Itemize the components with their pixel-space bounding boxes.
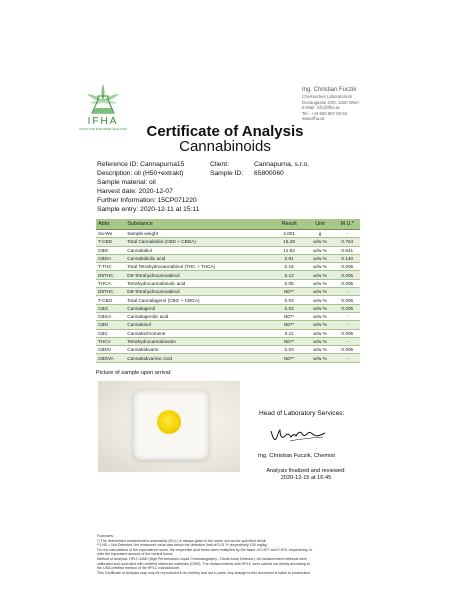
document-title: Certificate of Analysis bbox=[146, 123, 304, 140]
table-row bbox=[96, 346, 360, 354]
signer-name: Ing. Christian Fuczik, Chemist bbox=[258, 453, 335, 459]
cell-mu: 0.005 bbox=[335, 296, 360, 304]
footnote-line: This Certificate of Analysis may only be reproduced in its entirety and not in parts. Any change to this document is liable to prosecution bbox=[97, 570, 311, 575]
cell-unit: w/w % bbox=[306, 296, 335, 304]
sample-id-row bbox=[210, 169, 309, 178]
cell-mu: - bbox=[335, 230, 360, 238]
header-mu: M.U.* bbox=[335, 219, 360, 230]
cell-result: ND** bbox=[273, 354, 306, 362]
cell-mu: - bbox=[335, 312, 360, 320]
finalized-info bbox=[256, 468, 356, 482]
sample-photo bbox=[98, 381, 240, 472]
address-email: E-Mail: info@ifha.at bbox=[302, 105, 340, 111]
cell-result: 0.12 bbox=[273, 271, 306, 279]
cell-unit: w/w % bbox=[306, 304, 335, 312]
cell-substance: Total Cannabidiol (CBD + CBDA) bbox=[125, 238, 272, 246]
table-row bbox=[96, 296, 360, 304]
cell-substance: Cannabidiolic acid bbox=[125, 254, 272, 262]
harvest-date: Harvest date: 2020-12-07 bbox=[97, 188, 173, 195]
cell-substance: Total Tetrahydrocannabinol (THC + THCA) bbox=[125, 263, 272, 271]
table-header-row bbox=[96, 219, 360, 230]
address-web: www.ifha.at bbox=[302, 116, 324, 122]
further-information: Further Information: 15CP071220 bbox=[97, 197, 197, 204]
cell-unit: w/w % bbox=[306, 354, 335, 362]
cell-unit: g bbox=[306, 230, 335, 238]
cell-result: 0.05 bbox=[273, 279, 306, 287]
cell-unit: w/w % bbox=[306, 238, 335, 246]
table-row bbox=[96, 230, 360, 238]
finalized-label: Analysis finalized and reviewed: bbox=[266, 468, 346, 474]
finalized-date: 2020-12-15 at 16:45 bbox=[280, 475, 332, 481]
cell-mu: 0.764 bbox=[335, 238, 360, 246]
cell-substance: Cannabigerol bbox=[125, 304, 272, 312]
reference-id: Reference ID: Cannapurna15 bbox=[97, 161, 185, 168]
sample-id-label: Sample ID: bbox=[210, 170, 244, 177]
cell-unit: w/w % bbox=[306, 263, 335, 271]
table-row bbox=[96, 279, 360, 287]
cell-substance: D8-Tetrahydrocannabinol bbox=[125, 288, 272, 296]
cell-result: 0.11 bbox=[273, 329, 306, 337]
cell-result: ND** bbox=[273, 312, 306, 320]
footnotes-heading: Footnotes: bbox=[97, 534, 114, 538]
cell-abbr: CBG bbox=[96, 304, 125, 312]
cell-substance: Cannabidivarin bbox=[125, 346, 272, 354]
cell-abbr: CBN bbox=[96, 321, 125, 329]
sample-dish bbox=[133, 390, 209, 460]
table-row bbox=[96, 304, 360, 312]
table-row bbox=[96, 329, 360, 337]
sample-entry: Sample entry: 2020-12-11 at 15:11 bbox=[97, 206, 200, 213]
cell-unit: w/w % bbox=[306, 288, 335, 296]
cell-result: 4.001 bbox=[273, 230, 306, 238]
footnote-line: **) ND = Not Detected, the measured value was below the detection limit of 0.01 % respectively 100 mg/kg. bbox=[97, 543, 268, 548]
footnote-line: calibrated and controlled with certified reference materials (CRM). The measurements with HPLC were carried out strictly according to bbox=[97, 561, 310, 566]
document-subtitle: Cannabinoids bbox=[179, 138, 271, 155]
cell-mu: 0.005 bbox=[335, 346, 360, 354]
cell-substance: Cannabidiol bbox=[125, 246, 272, 254]
sample-id-value: 65800060 bbox=[254, 170, 284, 177]
cell-unit: w/w % bbox=[306, 321, 335, 329]
cell-abbr: CBGA bbox=[96, 312, 125, 320]
cell-unit: w/w % bbox=[306, 346, 335, 354]
cell-abbr: CBDVA bbox=[96, 354, 125, 362]
cell-substance: Cannabidivarinic Acid bbox=[125, 354, 272, 362]
cell-abbr: CBDV bbox=[96, 346, 125, 354]
address-line: Chemisches Laboratorium bbox=[302, 94, 353, 99]
cell-abbr: T-THC bbox=[96, 263, 125, 271]
cell-unit: w/w % bbox=[306, 254, 335, 262]
footnote-line: Method of Analysis: HPLC-DAD (High Performance Liquid Chromatography - Diode Array Detector). All measurement methods were bbox=[97, 556, 308, 561]
cell-result: 0.03 bbox=[273, 296, 306, 304]
cell-abbr: THCV bbox=[96, 337, 125, 345]
cell-result: 0.03 bbox=[273, 346, 306, 354]
cell-unit: w/w % bbox=[306, 329, 335, 337]
cell-mu: 0.005 bbox=[335, 263, 360, 271]
footnotes bbox=[97, 534, 359, 575]
cell-substance: Cannabichromene bbox=[125, 329, 272, 337]
cell-result: 2.81 bbox=[273, 254, 306, 262]
cell-substance: Total Cannabigerol (CBG + CBGA) bbox=[125, 296, 272, 304]
cell-substance: Tetrahydrocannabinolic acid bbox=[125, 279, 272, 287]
footnote-line: *) The determined measurement uncertainty (M.U.) is always given in the same unit as the specified result. bbox=[97, 538, 267, 543]
cell-unit: w/w % bbox=[306, 312, 335, 320]
cell-mu: 0.005 bbox=[335, 271, 360, 279]
table-row bbox=[96, 246, 360, 254]
cell-mu: - bbox=[335, 321, 360, 329]
sample-material: Sample material: oil bbox=[97, 179, 156, 186]
cell-result: 15.28 bbox=[273, 238, 306, 246]
footnote-line: For the calculations of the equivalence sums, the respective acid forms were multiplied by the factor of 0.877 and 0.878, respectively, to bbox=[97, 547, 313, 552]
cell-abbr: Sa-We bbox=[96, 230, 125, 238]
picture-label: Picture of sample upon arrival: bbox=[96, 370, 172, 376]
table-row bbox=[96, 254, 360, 262]
address-phone: Tel.: +43 660 867 60 63 bbox=[302, 110, 348, 116]
sample-metadata bbox=[97, 160, 199, 214]
head-of-lab-label: Head of Laboratory Services: bbox=[259, 410, 345, 417]
cell-substance: D9-Tetrahydrocannabinol bbox=[125, 271, 272, 279]
cell-abbr: THCA bbox=[96, 279, 125, 287]
cell-substance: Cannabigerolic acid bbox=[125, 312, 272, 320]
cell-unit: w/w % bbox=[306, 246, 335, 254]
logo-text: IFHA bbox=[87, 116, 119, 127]
table-row bbox=[96, 238, 360, 246]
footnote-line: infer the equivalent amount of the neutral forms. bbox=[97, 552, 174, 557]
results-table bbox=[96, 219, 360, 363]
cell-mu: 0.005 bbox=[335, 329, 360, 337]
header-result: Result bbox=[273, 219, 306, 230]
cell-mu: 0.005 bbox=[335, 304, 360, 312]
table-row bbox=[96, 312, 360, 320]
cell-abbr: T-CBG bbox=[96, 296, 125, 304]
address-line: Donaugasse 2/40, 1020 Wien bbox=[302, 99, 359, 105]
cell-mu: - bbox=[335, 288, 360, 296]
client-label: Client: bbox=[210, 161, 229, 168]
footnote-line: the USA certified method of the HPLC manufacturer. bbox=[97, 566, 181, 571]
table-row bbox=[96, 263, 360, 271]
header-substance: Substance bbox=[125, 219, 272, 230]
cell-abbr: T-CBD bbox=[96, 238, 125, 246]
oil-drop bbox=[157, 410, 181, 434]
client-value: Cannapurna, s.r.o. bbox=[254, 161, 310, 168]
logo-subtitle: INSTITUTE FOR HEMP ANALYSIS bbox=[79, 127, 127, 131]
cell-result: 0.16 bbox=[273, 263, 306, 271]
cell-abbr: D9THC bbox=[96, 271, 125, 279]
cell-mu: 0.140 bbox=[335, 254, 360, 262]
cell-abbr: CBC bbox=[96, 329, 125, 337]
table-row bbox=[96, 288, 360, 296]
cell-abbr: CBDA bbox=[96, 254, 125, 262]
table-row bbox=[96, 337, 360, 345]
client-metadata bbox=[210, 160, 309, 178]
cell-result: ND** bbox=[273, 337, 306, 345]
table-row bbox=[96, 354, 360, 362]
cell-result: ND** bbox=[273, 288, 306, 296]
cell-unit: w/w % bbox=[306, 271, 335, 279]
description: Description: oil (H50+extrakt) bbox=[97, 170, 184, 177]
cell-result: ND** bbox=[273, 321, 306, 329]
cell-unit: w/w % bbox=[306, 337, 335, 345]
cell-mu: 0.641 bbox=[335, 246, 360, 254]
table-row bbox=[96, 321, 360, 329]
address-name: Ing. Christian Fuczik bbox=[302, 87, 357, 93]
cell-unit: w/w % bbox=[306, 279, 335, 287]
header-abbr: Abbr. bbox=[96, 219, 125, 230]
cell-result: 12.82 bbox=[273, 246, 306, 254]
cannabis-flask-icon bbox=[83, 82, 123, 116]
cell-mu: 0.005 bbox=[335, 279, 360, 287]
header-unit: Unit bbox=[306, 219, 335, 230]
cell-substance: Cannabinol bbox=[125, 321, 272, 329]
cell-abbr: D8THC bbox=[96, 288, 125, 296]
cell-abbr: CBD bbox=[96, 246, 125, 254]
table-row bbox=[96, 271, 360, 279]
cell-mu: - bbox=[335, 337, 360, 345]
cell-substance: Tetrahydrocannabivarin bbox=[125, 337, 272, 345]
client-row bbox=[210, 160, 309, 169]
cell-result: 0.03 bbox=[273, 304, 306, 312]
cell-substance: Sample weight bbox=[125, 230, 272, 238]
signature-image bbox=[268, 425, 328, 447]
lab-address bbox=[302, 86, 359, 122]
cell-mu: - bbox=[335, 354, 360, 362]
